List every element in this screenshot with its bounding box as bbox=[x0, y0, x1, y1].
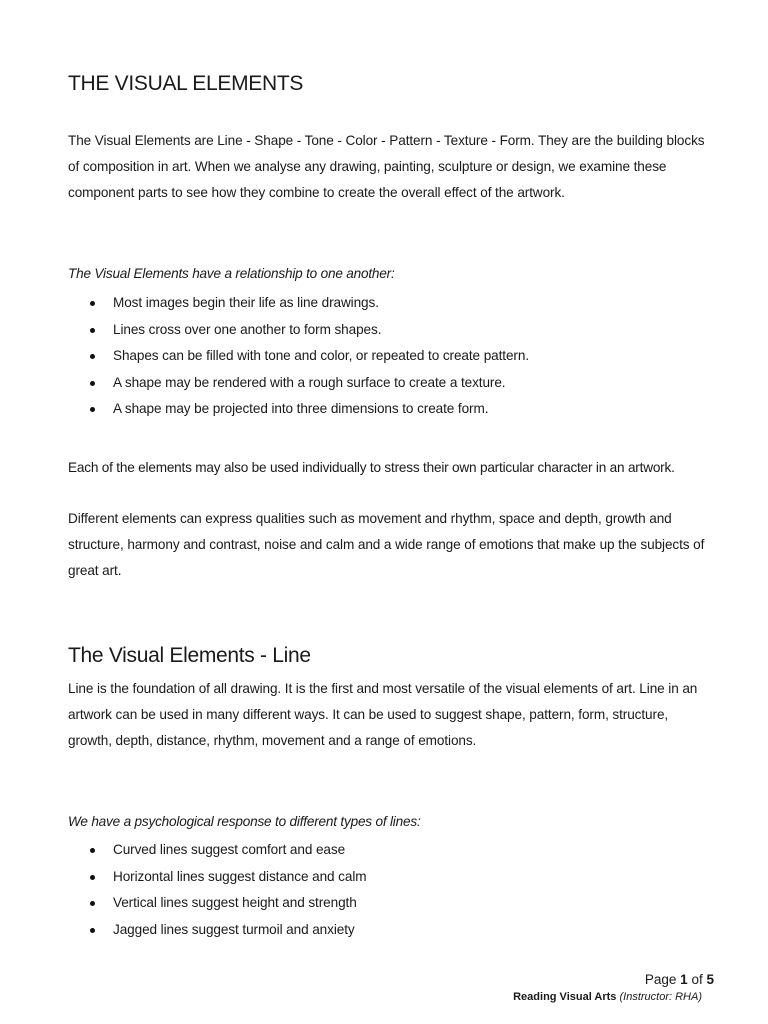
list-item: Jagged lines suggest turmoil and anxiety bbox=[68, 917, 366, 944]
bullet-icon bbox=[90, 328, 95, 333]
list-item: Lines cross over one another to form shapes. bbox=[68, 317, 529, 344]
course-footer bbox=[513, 991, 702, 1003]
bullet-icon bbox=[90, 381, 95, 386]
relationship-list bbox=[68, 290, 529, 423]
list-item: Most images begin their life as line drawings. bbox=[68, 290, 529, 317]
intro-paragraph: The Visual Elements are Line - Shape - Tone - Color - Pattern - Texture - Form. They are the building blocks of composition in art. When we analyse any drawing, painting, sculpture or design, we examine these component parts to see how they combine to create the overall effect of the artwork. bbox=[68, 133, 705, 200]
list-item: A shape may be rendered with a rough surface to create a texture. bbox=[68, 370, 529, 397]
individual-paragraph: Different elements can express qualities such as movement and rhythm, space and depth, growth and structure, harmony and contrast, noise and calm and a wide range of emotions that make up the subjects of great art. bbox=[68, 511, 705, 578]
bullet-icon bbox=[90, 928, 95, 933]
list-item: Curved lines suggest comfort and ease bbox=[68, 837, 366, 864]
bullet-icon bbox=[90, 901, 95, 906]
list-item: Shapes can be filled with tone and color, or repeated to create pattern. bbox=[68, 343, 529, 370]
bullet-icon bbox=[90, 354, 95, 359]
list-item: Vertical lines suggest height and strength bbox=[68, 890, 366, 917]
list-item: Horizontal lines suggest distance and calm bbox=[68, 864, 366, 891]
line-types-list bbox=[68, 837, 366, 943]
page-title: THE VISUAL ELEMENTS bbox=[68, 72, 304, 95]
relationship-heading: The Visual Elements have a relationship to one another: bbox=[68, 266, 395, 281]
line-section-title: The Visual Elements - Line bbox=[68, 644, 311, 667]
individual-heading: Each of the elements may also be used individually to stress their own particular character in an artwork. bbox=[68, 460, 675, 475]
bullet-icon bbox=[90, 301, 95, 306]
page-number: Page 1 of 5 bbox=[644, 972, 714, 987]
line-sub-heading: We have a psychological response to different types of lines: bbox=[68, 814, 421, 829]
bullet-icon bbox=[90, 407, 95, 412]
line-paragraph: Line is the foundation of all drawing. It is the first and most versatile of the visual elements of art. Line in an artwork can be used in many different ways. It can be used to suggest shape, pattern, form, structure, growth, depth, distance, rhythm, movement and a range of emotions. bbox=[68, 681, 698, 748]
course-name: Reading Visual Arts bbox=[513, 991, 617, 1003]
bullet-icon bbox=[90, 875, 95, 880]
bullet-icon bbox=[90, 848, 95, 853]
instructor-name: (Instructor: RHA) bbox=[619, 991, 702, 1003]
list-item: A shape may be projected into three dimensions to create form. bbox=[68, 396, 529, 423]
